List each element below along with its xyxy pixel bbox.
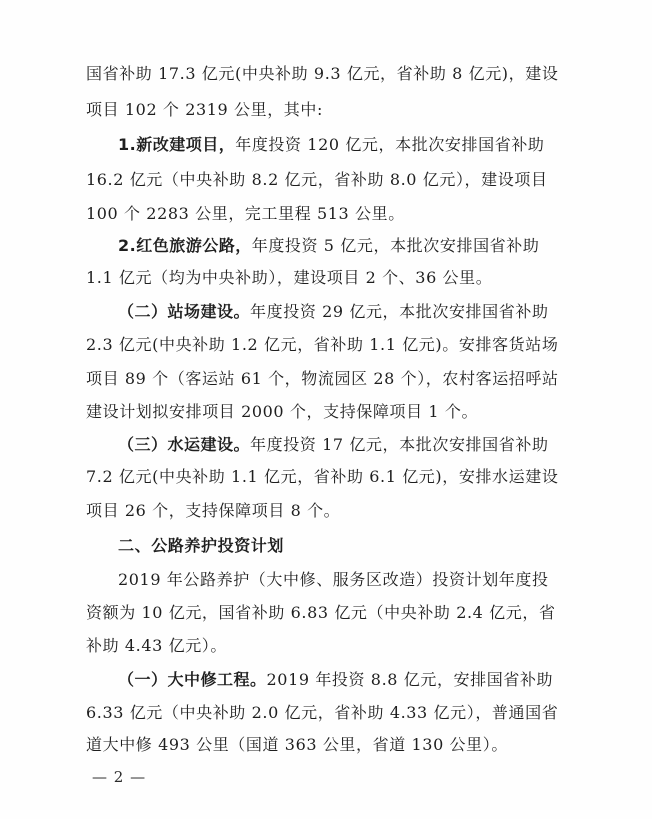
text-line: 2.3 亿元(中央补助 1.2 亿元，省补助 1.1 亿元)。安排客货站场	[86, 335, 559, 354]
section-heading: （一）大中修工程。	[118, 670, 267, 689]
chapter-heading: 二、公路养护投资计划	[118, 536, 285, 555]
paragraph-first-line	[118, 435, 586, 455]
section-heading: （二）站场建设。	[118, 302, 251, 321]
text-span: 2019 年投资 8.8 亿元，安排国省补助	[266, 670, 554, 689]
text-line: 7.2 亿元(中央补助 1.1 亿元，省补助 6.1 亿元)，安排水运建设	[86, 467, 559, 486]
text-line: 补助 4.43 亿元）。	[86, 636, 227, 655]
text-line: 100 个 2283 公里，完工里程 513 公里。	[86, 204, 405, 223]
item-heading: 2.红色旅游公路，	[118, 236, 252, 255]
text-line: 道大中修 493 公里（国道 363 公里，省道 130 公里）。	[86, 735, 508, 754]
text-line: 项目 89 个（客运站 61 个，物流园区 28 个），农村客运招呼站	[86, 369, 559, 388]
text-line: 16.2 亿元（中央补助 8.2 亿元，省补助 8.0 亿元），建设项目	[86, 170, 548, 189]
paragraph-first-line	[118, 236, 586, 256]
paragraph-first-line	[118, 302, 586, 322]
text-line: 项目 26 个，支持保障项目 8 个。	[86, 501, 341, 520]
text-line: 2019 年公路养护（大中修、服务区改造）投资计划年度投	[118, 570, 549, 589]
text-line: 国省补助 17.3 亿元(中央补助 9.3 亿元，省补助 8 亿元)，建设	[86, 64, 559, 83]
text-span: 年度投资 5 亿元，本批次安排国省补助	[251, 236, 540, 255]
item-heading: 1.新改建项目，	[118, 135, 236, 154]
text-line: 建设计划拟安排项目 2000 个，支持保障项目 1 个。	[86, 402, 479, 421]
text-line: 1.1 亿元（均为中央补助），建设项目 2 个、36 公里。	[86, 268, 493, 287]
text-line: 项目 102 个 2319 公里，其中:	[86, 100, 323, 119]
text-span: 年度投资 120 亿元，本批次安排国省补助	[235, 135, 545, 154]
text-line: 6.33 亿元（中央补助 2.0 亿元，省补助 4.33 亿元），普通国省	[86, 703, 559, 722]
page-number: — 2 —	[92, 768, 147, 786]
paragraph-first-line	[118, 670, 586, 690]
section-heading: （三）水运建设。	[118, 435, 251, 454]
text-span: 年度投资 29 亿元，本批次安排国省补助	[250, 302, 549, 321]
text-span: 年度投资 17 亿元，本批次安排国省补助	[250, 435, 549, 454]
paragraph-first-line	[118, 135, 586, 155]
text-line: 资额为 10 亿元，国省补助 6.83 亿元（中央补助 2.4 亿元，省	[86, 603, 556, 622]
